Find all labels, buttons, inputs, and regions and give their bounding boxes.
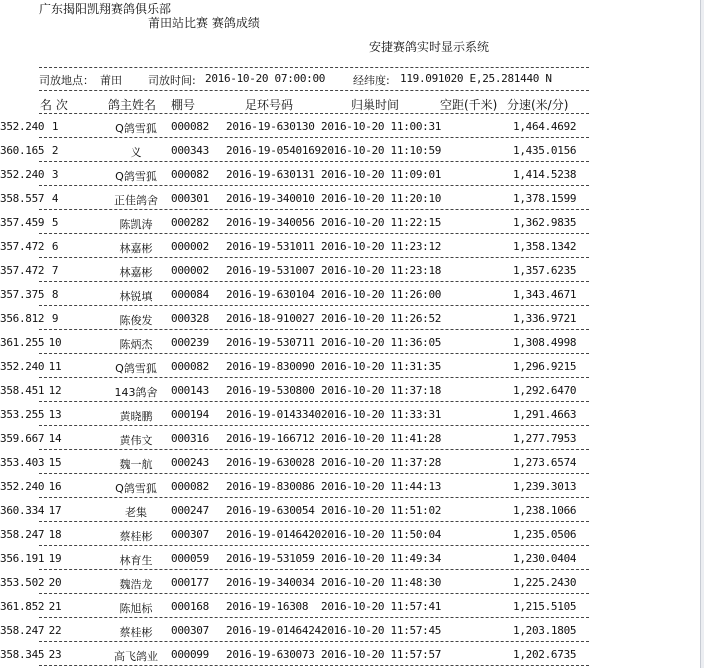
owner-name-cell: 正佳鸽舍 [114,194,158,207]
arrival-time-cell: 2016-10-20 11:22:15 [321,216,442,229]
arrival-time-cell: 2016-10-20 11:57:41 [321,600,442,613]
distance-cell: 361.255 [0,336,45,349]
col-header-distance: 空距(千米) [440,98,498,112]
owner-name-cell: 林育生 [119,554,153,567]
col-header-time: 归巢时间 [351,98,400,112]
table-row [0,384,700,408]
table-row [0,552,700,576]
table-row [0,120,700,144]
owner-name-cell: 林嘉彬 [119,266,153,279]
distance-cell: 358.345 [0,648,45,661]
rank-cell: 19 [48,552,62,565]
ring-number-cell: 2016-19-0540169 [226,144,321,157]
rank-cell: 11 [48,360,62,373]
ring-number-cell: 2016-19-0143340 [226,408,321,421]
loft-cell: 000301 [171,192,209,205]
ring-number-cell: 2016-19-16308 [226,600,309,613]
table-row [0,408,700,432]
ring-number-cell: 2016-19-0146420 [226,528,321,541]
row-divider [39,305,589,306]
distance-cell: 358.247 [0,624,45,637]
rank-cell: 9 [51,312,59,325]
row-divider [39,617,589,618]
club-name: 广东揭阳凯翔赛鸽俱乐部 [39,2,172,16]
row-divider [39,233,589,234]
speed-cell: 1,296.9215 [513,360,577,373]
loft-cell: 000082 [171,360,209,373]
distance-cell: 360.334 [0,504,45,517]
owner-name-cell: 陈炳杰 [119,338,153,351]
speed-cell: 1,238.1066 [513,504,577,517]
loft-cell: 000194 [171,408,209,421]
owner-name-cell: 143鸽舍 [114,386,158,399]
distance-cell: 352.240 [0,480,45,493]
divider-top [39,67,589,68]
distance-cell: 352.240 [0,360,45,373]
speed-cell: 1,277.7953 [513,432,577,445]
loft-cell: 000282 [171,216,209,229]
ring-number-cell: 2016-18-910027 [226,312,315,325]
loft-cell: 000343 [171,144,209,157]
table-row [0,576,700,600]
owner-name-cell: 义 [130,146,142,159]
ring-number-cell: 2016-19-340034 [226,576,315,589]
row-divider [39,569,589,570]
rank-cell: 23 [48,648,62,661]
row-divider [39,329,589,330]
speed-cell: 1,235.0506 [513,528,577,541]
ring-number-cell: 2016-19-530711 [226,336,315,349]
table-row [0,336,700,360]
table-row [0,144,700,168]
loft-cell: 000084 [171,288,209,301]
row-divider [39,449,589,450]
distance-cell: 352.240 [0,168,45,181]
loft-cell: 000059 [171,552,209,565]
rank-cell: 20 [48,576,62,589]
col-header-ring: 足环号码 [245,98,294,112]
distance-cell: 359.667 [0,432,45,445]
loft-cell: 000307 [171,624,209,637]
arrival-time-cell: 2016-10-20 11:48:30 [321,576,442,589]
table-row [0,504,700,528]
arrival-time-cell: 2016-10-20 11:33:31 [321,408,442,421]
row-divider [39,401,589,402]
row-divider [39,545,589,546]
ring-number-cell: 2016-19-530800 [226,384,315,397]
ring-number-cell: 2016-19-630130 [226,120,315,133]
table-row [0,288,700,312]
arrival-time-cell: 2016-10-20 11:49:34 [321,552,442,565]
speed-cell: 1,464.4692 [513,120,577,133]
rank-cell: 5 [51,216,59,229]
rank-cell: 1 [51,120,59,133]
owner-name-cell: 高飞鸽业 [114,650,158,663]
row-divider [39,353,589,354]
arrival-time-cell: 2016-10-20 11:37:28 [321,456,442,469]
arrival-time-cell: 2016-10-20 11:57:45 [321,624,442,637]
rank-cell: 12 [48,384,62,397]
system-name: 安捷赛鸽实时显示系统 [369,40,490,54]
loft-cell: 000099 [171,648,209,661]
rank-cell: 2 [51,144,59,157]
rank-cell: 3 [51,168,59,181]
distance-cell: 357.459 [0,216,45,229]
table-row [0,648,700,672]
loft-cell: 000082 [171,480,209,493]
owner-name-cell: 林嘉彬 [119,242,153,255]
speed-cell: 1,357.6235 [513,264,577,277]
arrival-time-cell: 2016-10-20 11:09:01 [321,168,442,181]
rank-cell: 13 [48,408,62,421]
speed-cell: 1,343.4671 [513,288,577,301]
table-row [0,264,700,288]
arrival-time-cell: 2016-10-20 11:23:12 [321,240,442,253]
ring-number-cell: 2016-19-531059 [226,552,315,565]
owner-name-cell: 魏一航 [119,458,153,471]
rank-cell: 7 [51,264,59,277]
speed-cell: 1,358.1342 [513,240,577,253]
distance-cell: 361.852 [0,600,45,613]
row-divider [39,473,589,474]
owner-name-cell: 黄晓鹏 [119,410,153,423]
speed-cell: 1,230.0404 [513,552,577,565]
rank-cell: 8 [51,288,59,301]
owner-name-cell: 陈凯涛 [119,218,153,231]
speed-cell: 1,308.4998 [513,336,577,349]
col-header-speed: 分速(米/分) [507,98,569,112]
distance-cell: 358.247 [0,528,45,541]
rank-cell: 4 [51,192,59,205]
arrival-time-cell: 2016-10-20 11:00:31 [321,120,442,133]
distance-cell: 353.255 [0,408,45,421]
owner-name-cell: Q鸽雪狐 [115,482,157,495]
arrival-time-cell: 2016-10-20 11:50:04 [321,528,442,541]
distance-cell: 357.472 [0,264,45,277]
distance-cell: 360.165 [0,144,45,157]
owner-name-cell: Q鸽雪狐 [115,122,157,135]
table-row [0,168,700,192]
owner-name-cell: 陈俊发 [119,314,153,327]
row-divider [39,161,589,162]
col-header-name: 鸽主姓名 [108,98,157,112]
arrival-time-cell: 2016-10-20 11:31:35 [321,360,442,373]
arrival-time-cell: 2016-10-20 11:10:59 [321,144,442,157]
window-frame-edge [700,0,704,668]
rank-cell: 14 [48,432,62,445]
loft-cell: 000316 [171,432,209,445]
rank-cell: 15 [48,456,62,469]
speed-cell: 1,362.9835 [513,216,577,229]
rank-cell: 16 [48,480,62,493]
owner-name-cell: Q鸽雪狐 [115,170,157,183]
table-row [0,360,700,384]
race-title: 莆田站比赛 赛鸽成绩 [148,16,260,30]
loft-cell: 000239 [171,336,209,349]
ring-number-cell: 2016-19-531007 [226,264,315,277]
owner-name-cell: 黄伟文 [119,434,153,447]
distance-cell: 356.812 [0,312,45,325]
speed-cell: 1,215.5105 [513,600,577,613]
row-divider [39,137,589,138]
owner-name-cell: 老集 [125,506,147,519]
owner-name-cell: 魏浩龙 [119,578,153,591]
distance-cell: 357.375 [0,288,45,301]
arrival-time-cell: 2016-10-20 11:44:13 [321,480,442,493]
ring-number-cell: 2016-19-630028 [226,456,315,469]
loft-cell: 000002 [171,264,209,277]
loft-cell: 000143 [171,384,209,397]
row-divider [39,185,589,186]
table-row [0,240,700,264]
ring-number-cell: 2016-19-0146424 [226,624,321,637]
distance-cell: 352.240 [0,120,45,133]
speed-cell: 1,202.6735 [513,648,577,661]
arrival-time-cell: 2016-10-20 11:26:52 [321,312,442,325]
speed-cell: 1,225.2430 [513,576,577,589]
col-header-rank: 名 次 [40,98,68,112]
divider-header [39,113,589,114]
loft-cell: 000307 [171,528,209,541]
release-time-label: 司放时间: [148,74,196,87]
rank-cell: 10 [48,336,62,349]
distance-cell: 353.403 [0,456,45,469]
table-row [0,456,700,480]
loft-cell: 000082 [171,168,209,181]
rank-cell: 6 [51,240,59,253]
loft-cell: 000168 [171,600,209,613]
row-divider [39,641,589,642]
release-place-label: 司放地点： [39,74,94,87]
speed-cell: 1,239.3013 [513,480,577,493]
table-row [0,624,700,648]
distance-cell: 358.557 [0,192,45,205]
loft-cell: 000247 [171,504,209,517]
rank-cell: 18 [48,528,62,541]
owner-name-cell: 林锐填 [119,290,153,303]
speed-cell: 1,291.4663 [513,408,577,421]
coords-label: 经纬度: [353,74,390,87]
distance-cell: 356.191 [0,552,45,565]
speed-cell: 1,292.6470 [513,384,577,397]
row-divider [39,281,589,282]
ring-number-cell: 2016-19-630131 [226,168,315,181]
arrival-time-cell: 2016-10-20 11:26:00 [321,288,442,301]
ring-number-cell: 2016-19-630073 [226,648,315,661]
row-divider [39,377,589,378]
rank-cell: 22 [48,624,62,637]
speed-cell: 1,378.1599 [513,192,577,205]
loft-cell: 000328 [171,312,209,325]
speed-cell: 1,203.1805 [513,624,577,637]
owner-name-cell: 蔡桂彬 [119,626,153,639]
arrival-time-cell: 2016-10-20 11:20:10 [321,192,442,205]
table-row [0,432,700,456]
owner-name-cell: 蔡桂彬 [119,530,153,543]
row-divider [39,257,589,258]
row-divider [39,593,589,594]
loft-cell: 000002 [171,240,209,253]
release-place: 莆田 [100,74,122,87]
distance-cell: 353.502 [0,576,45,589]
row-divider [39,497,589,498]
row-divider [39,209,589,210]
divider-info [39,90,589,91]
row-divider [39,521,589,522]
ring-number-cell: 2016-19-166712 [226,432,315,445]
speed-cell: 1,273.6574 [513,456,577,469]
speed-cell: 1,336.9721 [513,312,577,325]
table-row [0,600,700,624]
rank-cell: 17 [48,504,62,517]
arrival-time-cell: 2016-10-20 11:57:57 [321,648,442,661]
release-time: 2016-10-20 07:00:00 [205,72,326,85]
ring-number-cell: 2016-19-340010 [226,192,315,205]
table-row [0,312,700,336]
ring-number-cell: 2016-19-340056 [226,216,315,229]
loft-cell: 000243 [171,456,209,469]
row-divider [39,425,589,426]
ring-number-cell: 2016-19-830090 [226,360,315,373]
speed-cell: 1,435.0156 [513,144,577,157]
distance-cell: 357.472 [0,240,45,253]
arrival-time-cell: 2016-10-20 11:23:18 [321,264,442,277]
table-row [0,528,700,552]
owner-name-cell: 陈旭标 [119,602,153,615]
speed-cell: 1,414.5238 [513,168,577,181]
row-divider [39,665,589,666]
coords: 119.091020 E,25.281440 N [400,72,552,85]
table-row [0,192,700,216]
col-header-loft: 棚号 [171,98,196,112]
ring-number-cell: 2016-19-531011 [226,240,315,253]
loft-cell: 000177 [171,576,209,589]
ring-number-cell: 2016-19-630104 [226,288,315,301]
owner-name-cell: Q鸽雪狐 [115,362,157,375]
arrival-time-cell: 2016-10-20 11:41:28 [321,432,442,445]
rank-cell: 21 [48,600,62,613]
arrival-time-cell: 2016-10-20 11:36:05 [321,336,442,349]
table-row [0,216,700,240]
arrival-time-cell: 2016-10-20 11:51:02 [321,504,442,517]
ring-number-cell: 2016-19-830086 [226,480,315,493]
ring-number-cell: 2016-19-630054 [226,504,315,517]
loft-cell: 000082 [171,120,209,133]
distance-cell: 358.451 [0,384,45,397]
arrival-time-cell: 2016-10-20 11:37:18 [321,384,442,397]
table-row [0,480,700,504]
